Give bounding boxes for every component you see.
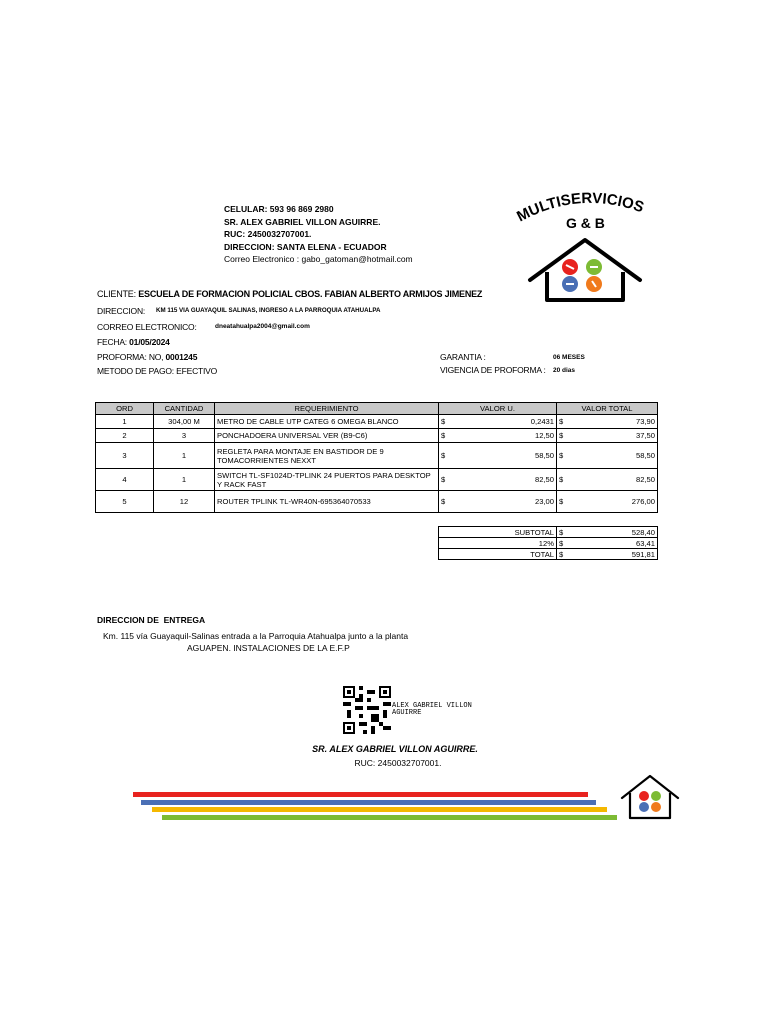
proforma-value: 0001245 <box>165 352 198 362</box>
currency-symbol: $ <box>559 475 564 484</box>
unit-price: 82,50 <box>534 475 554 484</box>
warranty-value: 06 MESES <box>553 354 585 361</box>
date-label: FECHA: <box>97 337 127 347</box>
currency-symbol: $ <box>559 497 564 506</box>
currency-symbol: $ <box>559 417 564 426</box>
total-cell <box>557 549 658 560</box>
row-desc: PONCHADOERA UNIVERSAL VER (B9-C6) <box>215 429 439 443</box>
unit-price: 23,00 <box>534 497 554 506</box>
proforma-label: PROFORMA: NO, <box>97 352 164 362</box>
line-total: 37,50 <box>635 431 655 440</box>
line-total: 58,50 <box>635 451 655 460</box>
footer-bar-green <box>162 815 617 820</box>
line-total: 82,50 <box>635 475 655 484</box>
row-unit <box>439 415 557 429</box>
row-qty: 1 <box>154 443 215 469</box>
footer-bar-yellow <box>152 807 607 812</box>
address-row <box>97 306 145 316</box>
row-qty: 304,00 M <box>154 415 215 429</box>
row-qty: 3 <box>154 429 215 443</box>
table-row <box>96 415 658 429</box>
row-desc: REGLETA PARA MONTAJE EN BASTIDOR DE 9 TOMACORRIENTES NEXXT <box>215 443 439 469</box>
table-row <box>96 443 658 469</box>
footer-house-graphic <box>618 772 682 822</box>
table-row <box>96 429 658 443</box>
company-logo <box>510 188 660 308</box>
header-ord: ORD <box>96 403 154 415</box>
client-label: CLIENTE: <box>97 289 136 299</box>
email-value: dneatahualpa2004@gmail.com <box>215 323 310 330</box>
row-desc: SWITCH TL-SF1024D-TPLINK 24 PUERTOS PARA DESKTOP Y RACK FAST <box>215 469 439 491</box>
delivery-heading: DIRECCION DE ENTREGA <box>97 615 206 625</box>
row-ord: 4 <box>96 469 154 491</box>
validity-value: 20 dias <box>553 367 576 374</box>
logo-graphic <box>510 188 660 308</box>
currency-symbol: $ <box>559 431 564 440</box>
currency-symbol: $ <box>441 431 446 440</box>
totals-table <box>438 526 658 560</box>
date-row <box>97 337 170 347</box>
row-unit <box>439 443 557 469</box>
header-valor-total: VALOR TOTAL <box>557 403 658 415</box>
currency-symbol: $ <box>559 527 564 537</box>
company-info <box>224 203 413 266</box>
delivery-line1: Km. 115 vía Guayaquil-Salinas entrada a la Parroquia Atahualpa junto a la planta <box>103 631 409 641</box>
tax-cell <box>557 538 658 549</box>
subtotal-value: 528,40 <box>631 527 655 537</box>
row-total <box>557 491 658 513</box>
table-row <box>96 469 658 491</box>
tax-row <box>439 538 658 549</box>
qr-code-icon <box>343 686 391 734</box>
row-ord: 2 <box>96 429 154 443</box>
total-value: 591,81 <box>631 549 655 559</box>
warranty-label: GARANTIA : <box>440 352 486 362</box>
email-label: CORREO ELECTRONICO: <box>97 322 197 332</box>
line-total: 73,90 <box>635 417 655 426</box>
currency-symbol: $ <box>441 497 446 506</box>
total-row <box>439 549 658 560</box>
header-cantidad: CANTIDAD <box>154 403 215 415</box>
footer-bar-blue <box>141 800 596 805</box>
date-value: 01/05/2024 <box>129 337 170 347</box>
delivery-line2: AGUAPEN. INSTALACIONES DE LA E.F.P <box>187 643 350 653</box>
currency-symbol: $ <box>441 417 446 426</box>
signature-stamp-name: ALEX GABRIEL VILLON AGUIRRE <box>392 702 472 717</box>
company-ruc: RUC: 2450032707001. <box>224 229 312 239</box>
signer-ruc: RUC: 2450032707001. <box>354 758 442 768</box>
client-row <box>97 289 482 299</box>
row-desc: ROUTER TPLINK TL-WR40N-695364070533 <box>215 491 439 513</box>
row-qty: 1 <box>154 469 215 491</box>
table-row <box>96 491 658 513</box>
address-value: KM 115 VIA GUAYAQUIL SALINAS, INGRESO A LA PARROQUIA ATAHUALPA <box>156 307 381 314</box>
unit-price: 58,50 <box>534 451 554 460</box>
row-total <box>557 415 658 429</box>
items-table <box>95 402 658 513</box>
validity-label: VIGENCIA DE PROFORMA : <box>440 365 546 375</box>
total-label: TOTAL <box>439 549 557 560</box>
address-label: DIRECCION: <box>97 306 146 316</box>
row-total <box>557 429 658 443</box>
payment-method: METODO DE PAGO: EFECTIVO <box>97 366 218 376</box>
company-email: Correo Electronico : gabo_gatoman@hotmail.com <box>224 254 413 264</box>
row-unit <box>439 429 557 443</box>
row-unit <box>439 469 557 491</box>
currency-symbol: $ <box>559 549 564 559</box>
row-qty: 12 <box>154 491 215 513</box>
line-total: 276,00 <box>631 497 655 506</box>
row-ord: 5 <box>96 491 154 513</box>
unit-price: 12,50 <box>534 431 554 440</box>
tax-value: 63,41 <box>635 538 655 548</box>
currency-symbol: $ <box>441 475 446 484</box>
proforma-row <box>97 352 197 362</box>
tax-label: 12% <box>439 538 557 549</box>
row-ord: 1 <box>96 415 154 429</box>
currency-symbol: $ <box>559 538 564 548</box>
company-owner: SR. ALEX GABRIEL VILLON AGUIRRE. <box>224 216 381 227</box>
footer-bar-red <box>133 792 588 797</box>
row-desc: METRO DE CABLE UTP CATEG 6 OMEGA BLANCO <box>215 415 439 429</box>
unit-price: 0,2431 <box>530 417 554 426</box>
subtotal-label: SUBTOTAL <box>439 527 557 538</box>
logo-line2: G & B <box>566 215 605 231</box>
company-address: DIRECCION: SANTA ELENA - ECUADOR <box>224 241 387 252</box>
subtotal-cell <box>557 527 658 538</box>
table-header-row <box>96 403 658 415</box>
row-ord: 3 <box>96 443 154 469</box>
logo-line1: MULTISERVICIOS <box>514 189 646 226</box>
footer-logo-icon <box>618 772 682 822</box>
currency-symbol: $ <box>559 451 564 460</box>
company-phone: CELULAR: 593 96 869 2980 <box>224 204 334 214</box>
row-total <box>557 443 658 469</box>
row-total <box>557 469 658 491</box>
subtotal-row <box>439 527 658 538</box>
client-value: ESCUELA DE FORMACION POLICIAL CBOS. FABIAN ALBERTO ARMIJOS JIMENEZ <box>138 289 483 299</box>
qr-graphic <box>343 686 391 734</box>
row-unit <box>439 491 557 513</box>
currency-symbol: $ <box>441 451 446 460</box>
header-requerimiento: REQUERIMIENTO <box>215 403 439 415</box>
header-valor-u: VALOR U. <box>439 403 557 415</box>
signer-name: SR. ALEX GABRIEL VILLON AGUIRRE. <box>312 744 478 754</box>
